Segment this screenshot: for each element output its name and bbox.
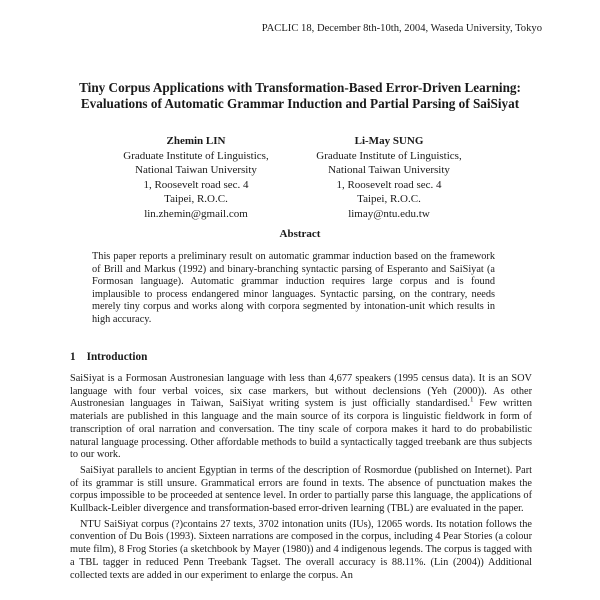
author-university: National Taiwan University	[328, 164, 450, 177]
paper-title: Tiny Corpus Applications with Transformation-Based Error-Driven Learning: Evaluations of Automatic Grammar Induction and Partial Parsing of SaiSiyat	[79, 80, 521, 112]
author-address: 1, Roosevelt road sec. 4	[336, 178, 442, 191]
author-city: Taipei, R.O.C.	[357, 193, 421, 206]
paragraph	[70, 373, 532, 462]
author-affiliation: Graduate Institute of Linguistics,	[316, 149, 462, 162]
running-head: PACLIC 18, December 8th-10th, 2004, Waseda University, Tokyo	[261, 23, 542, 34]
author-name: Li-May SUNG	[354, 135, 424, 147]
author-1	[91, 134, 301, 222]
paragraph: NTU SaiSiyat corpus (?)contains 27 texts, 3702 intonation units (IUs), 12065 words. Its notation follows the convention of Du Bois (1993). Sixteen narrations are composed in the corpus, including 4 Pear Stories (a colour mute film), 8 Frog Stories (a sketchbook by Mayer (1980)) and 4 indigenous legends. The corpus is tagged with a TBL tagger in reduced Penn Treebank Tagset. The overall accuracy is 88.11%. (Lin (2004)) Additional collected texts are added in our experiment to enlarge the corpus. An	[70, 518, 532, 581]
abstract-heading: Abstract	[279, 228, 321, 240]
section-heading	[70, 351, 147, 363]
author-city: Taipei, R.O.C.	[164, 193, 228, 206]
footnote-marker[interactable]: 1	[470, 395, 474, 404]
section-number: 1	[70, 351, 76, 363]
paragraph: SaiSiyat parallels to ancient Egyptian in terms of the description of Rosmordue (published on Internet). Part of its grammar is still unsure. Grammatical errors are found in texts. The absence of punctuation makes the corpus impossible to be proceeded at sentence level. In order to partially parse this language, the applications of Kullback-Leibler divergence and transformation-based error-driven learning (TBL) are evaluated in the paper.	[70, 464, 532, 515]
section-title: Introduction	[86, 351, 148, 363]
author-university: National Taiwan University	[135, 164, 257, 177]
paragraph-text: Few written materials are published in this language and the main source of its corpora is linguistic fieldwork in form of transcription of oral narration and conversation. The tiny scale of corpora makes it hard to do probabilistic natural language processing. Other affordable methods to build a syntactically tagged treebank are thus subjects to our work.	[70, 398, 532, 461]
author-affiliation: Graduate Institute of Linguistics,	[123, 149, 269, 162]
author-email: limay@ntu.edu.tw	[348, 207, 430, 220]
paragraph-text: SaiSiyat is a Formosan Austronesian language with less than 4,677 speakers (1995 census data). It is an SOV language with four verbal voices, six case markers, but without declensions (Yeh (2000)). As other Austronesian languages in Taiwan, SaiSiyat writing system is just officially standardised.	[70, 373, 532, 410]
abstract-text: This paper reports a preliminary result on automatic grammar induction based on the framework of Brill and Markus (1992) and binary-branching syntactic parsing of Esperanto and SaiSiyat (a Formosan language). Automatic grammar induction requires large corpus and is found implausible to process endangered minor languages. Syntactic parsing, on the contrary, needs merely tiny corpus and works along with corpora segmented by intonation-unit which results in high accuracy.	[92, 251, 495, 325]
author-email: lin.zhemin@gmail.com	[144, 207, 248, 220]
author-2	[284, 134, 494, 222]
author-name: Zhemin LIN	[166, 135, 226, 147]
author-address: 1, Roosevelt road sec. 4	[143, 178, 249, 191]
section-body	[70, 373, 532, 585]
